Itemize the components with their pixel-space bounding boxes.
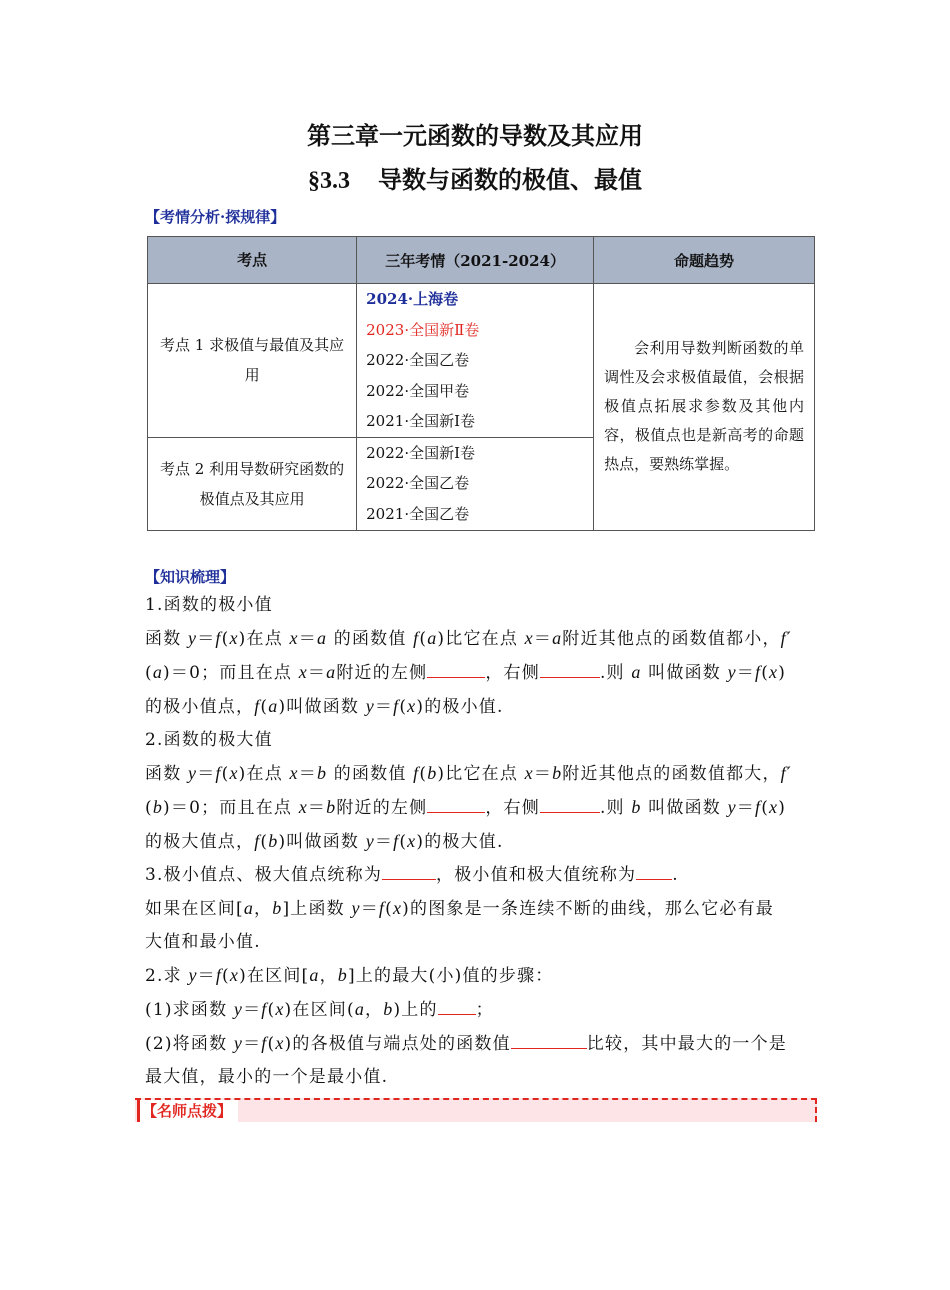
section-title [0,160,950,195]
exam-analysis-heading: 【考情分析·探规律】 [145,208,286,226]
min-line-3: 的极小值点，f(a)叫做函数 y＝f(x)的极小值. [145,696,504,717]
paper-item: 2022·全国新Ⅰ卷 [366,443,476,462]
max-line-1: 函数 y＝f(x)在点 x＝b 的函数值 f(b)比它在点 x＝b附近其他点的函数值都大，f′ [145,763,792,784]
fill-blank[interactable] [427,659,485,678]
topic-cell: 考点 2 利用导数研究函数的极值点及其应用 [148,437,357,530]
fill-blank[interactable] [511,1030,587,1049]
section-number: §3.3 [308,168,350,194]
paper-item: 2023·全国新Ⅱ卷 [366,320,480,339]
min-title: 1.函数的极小值 [145,595,273,615]
fill-blank[interactable] [636,861,672,880]
fill-blank[interactable] [427,794,485,813]
step-2: (2)将函数 y＝f(x)的各极值与端点处的函数值 比较，其中最大的一个是 [145,1027,805,1061]
column-header-topic: 考点 [148,237,357,284]
knowledge-heading: 【知识梳理】 [145,568,236,586]
paper-item: 2022·全国乙卷 [366,351,470,369]
step-1: (1)求函数 y＝f(x)在区间(a，b)上的 ； [145,993,805,1027]
continuity-line-1: 如果在区间[a，b]上函数 y＝f(x)的图象是一条连续不断的曲线，那么它必有最 [145,898,774,919]
section-title-text: 导数与函数的极值、最值 [378,165,642,194]
tip-label: 【名师点拨】 [137,1100,238,1122]
papers-cell [357,284,594,438]
paper-item: 2022·全国乙卷 [366,474,470,493]
column-header-trend: 命题趋势 [594,237,815,284]
knowledge-body [145,589,805,1094]
table-header-row [148,237,815,284]
min-line-1: 函数 y＝f(x)在点 x＝a 的函数值 f(a)比它在点 x＝a附近其他点的函数值都小，f′ [145,628,792,649]
paper-item: 2022·全国甲卷 [366,381,470,400]
continuity-line-2: 大值和最小值. [145,932,261,952]
max-line-2: (b)＝0；而且在点 x＝b附近的左侧 ，右侧 .则 b 叫做函数 y＝f(x) [145,791,805,825]
papers-cell [357,437,594,530]
max-line-3: 的极大值点，f(b)叫做函数 y＝f(x)的极大值. [145,831,504,852]
min-line-2: (a)＝0；而且在点 x＝a附近的左侧 ，右侧 .则 a 叫做函数 y＝f(x) [145,656,805,690]
fill-blank[interactable] [382,861,436,880]
paper-item: 2021·全国新Ⅰ卷 [366,412,476,430]
table-row [148,284,815,438]
step-2-cont: 最大值，最小的一个是最小值. [145,1067,389,1087]
paper-item: 2024·上海卷 [366,290,459,308]
fill-blank[interactable] [438,996,476,1015]
chapter-title: 第三章一元函数的导数及其应用 [307,121,643,150]
fill-blank[interactable] [540,794,600,813]
max-title: 2.函数的极大值 [145,730,273,750]
paper-item: 2021·全国乙卷 [366,504,470,523]
extreme-line: 3.极小值点、极大值点统称为 ，极小值和极大值统称为 . [145,859,805,892]
column-header-papers: 三年考情（2021-2024） [357,237,594,284]
topic-cell: 考点 1 求极值与最值及其应用 [148,284,357,438]
exam-analysis-table [147,236,815,531]
steps-title: 2.求 y＝f(x)在区间[a，b]上的最大(小)值的步骤： [145,965,554,986]
trend-cell [594,284,815,531]
trend-text: 会利用导数判断函数的单调性及会求极值最值，会根据极值点拓展求参数及其他内容，极值点也是新高考的命题热点，要熟练掌握。 [604,339,804,474]
fill-blank[interactable] [540,659,600,678]
